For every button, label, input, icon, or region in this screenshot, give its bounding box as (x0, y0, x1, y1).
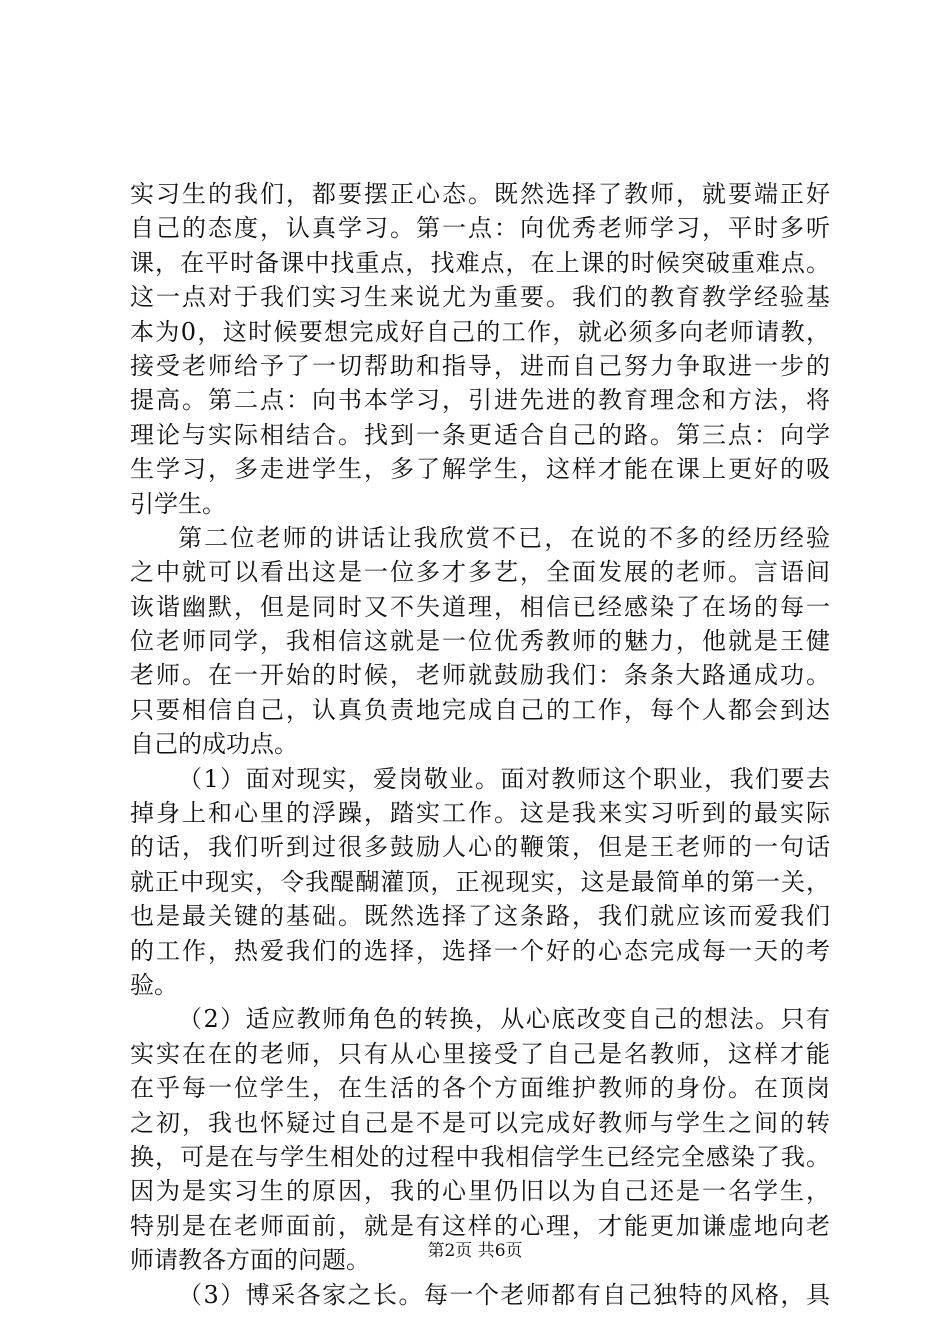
text-line: （2）适应教师角色的转换，从心底改变自己的想法。只有 (178, 1005, 830, 1034)
text-line: 自己的态度，认真学习。第一点：向优秀老师学习，平时多听 (130, 214, 830, 243)
text-line: 提高。第二点：向书本学习，引进先进的教育理念和方法，将 (130, 386, 830, 415)
text-line: （1）面对现实，爱岗敬业。面对教师这个职业，我们要去 (178, 764, 830, 793)
text-line: 接受老师给予了一切帮助和指导，进而自己努力争取进一步的 (130, 351, 830, 380)
text-line: 在乎每一位学生，在生活的各个方面维护教师的身份。在顶岗 (130, 1074, 830, 1103)
text-line: 只要相信自己，认真负责地完成自己的工作，每个人都会到达 (130, 695, 830, 724)
text-line: 就正中现实，令我醍醐灌顶，正视现实，这是最简单的第一关， (130, 867, 830, 896)
text-line: 之初，我也怀疑过自己是不是可以完成好教师与学生之间的转 (130, 1108, 830, 1137)
text-line: 这一点对于我们实习生来说尤为重要。我们的教育教学经验基 (130, 283, 830, 312)
text-line: 生学习，多走进学生，多了解学生，这样才能在课上更好的吸 (130, 455, 830, 484)
text-line: 也是最关键的基础。既然选择了这条路，我们就应该而爱我们 (130, 902, 830, 931)
text-line: 本为0，这时候要想完成好自己的工作，就必须多向老师请教， (130, 317, 830, 346)
text-line: 老师。在一开始的时候，老师就鼓励我们：条条大路通成功。 (130, 661, 830, 690)
text-line: 掉身上和心里的浮躁，踏实工作。这是我来实习听到的最实际 (130, 799, 830, 828)
text-line: 第二位老师的讲话让我欣赏不已，在说的不多的经历经验 (178, 523, 830, 552)
text-line: 的工作，热爱我们的选择，选择一个好的心态完成每一天的考 (130, 936, 830, 965)
text-line: 引学生。 (130, 489, 226, 518)
text-line: 特别是在老师面前，就是有这样的心理，才能更加谦虚地向老 (130, 1211, 830, 1240)
text-line: 换，可是在与学生相处的过程中我相信学生已经完全感染了我。 (130, 1142, 830, 1171)
text-line: 师请教各方面的问题。 (130, 1246, 370, 1275)
text-line: 之中就可以看出这是一位多才多艺，全面发展的老师。言语间 (130, 558, 830, 587)
text-line: 自己的成功点。 (130, 730, 298, 759)
text-line: 理论与实际相结合。找到一条更适合自己的路。第三点：向学 (130, 420, 830, 449)
document-body (130, 177, 830, 1312)
text-line: 实习生的我们，都要摆正心态。既然选择了教师，就要端正好 (130, 180, 830, 208)
text-line: 实实在在的老师，只有从心里接受了自己是名教师，这样才能 (130, 1039, 830, 1068)
page-footer: 第2页 共6页 (427, 1241, 523, 1261)
text-line: 诙谐幽默，但是同时又不失道理，相信已经感染了在场的每一 (130, 592, 830, 621)
text-line: 因为是实习生的原因，我的心里仍旧以为自己还是一名学生， (130, 1177, 830, 1206)
text-line: 课，在平时备课中找重点，找难点，在上课的时候突破重难点。 (130, 248, 830, 277)
text-line: 的话，我们听到过很多鼓励人心的鞭策，但是王老师的一句话 (130, 833, 830, 862)
text-line: 位老师同学，我相信这就是一位优秀教师的魅力，他就是王健 (130, 627, 830, 656)
text-line: 验。 (130, 970, 178, 999)
text-line: （3）博采各家之长。每一个老师都有自己独特的风格，具 (178, 1280, 830, 1309)
